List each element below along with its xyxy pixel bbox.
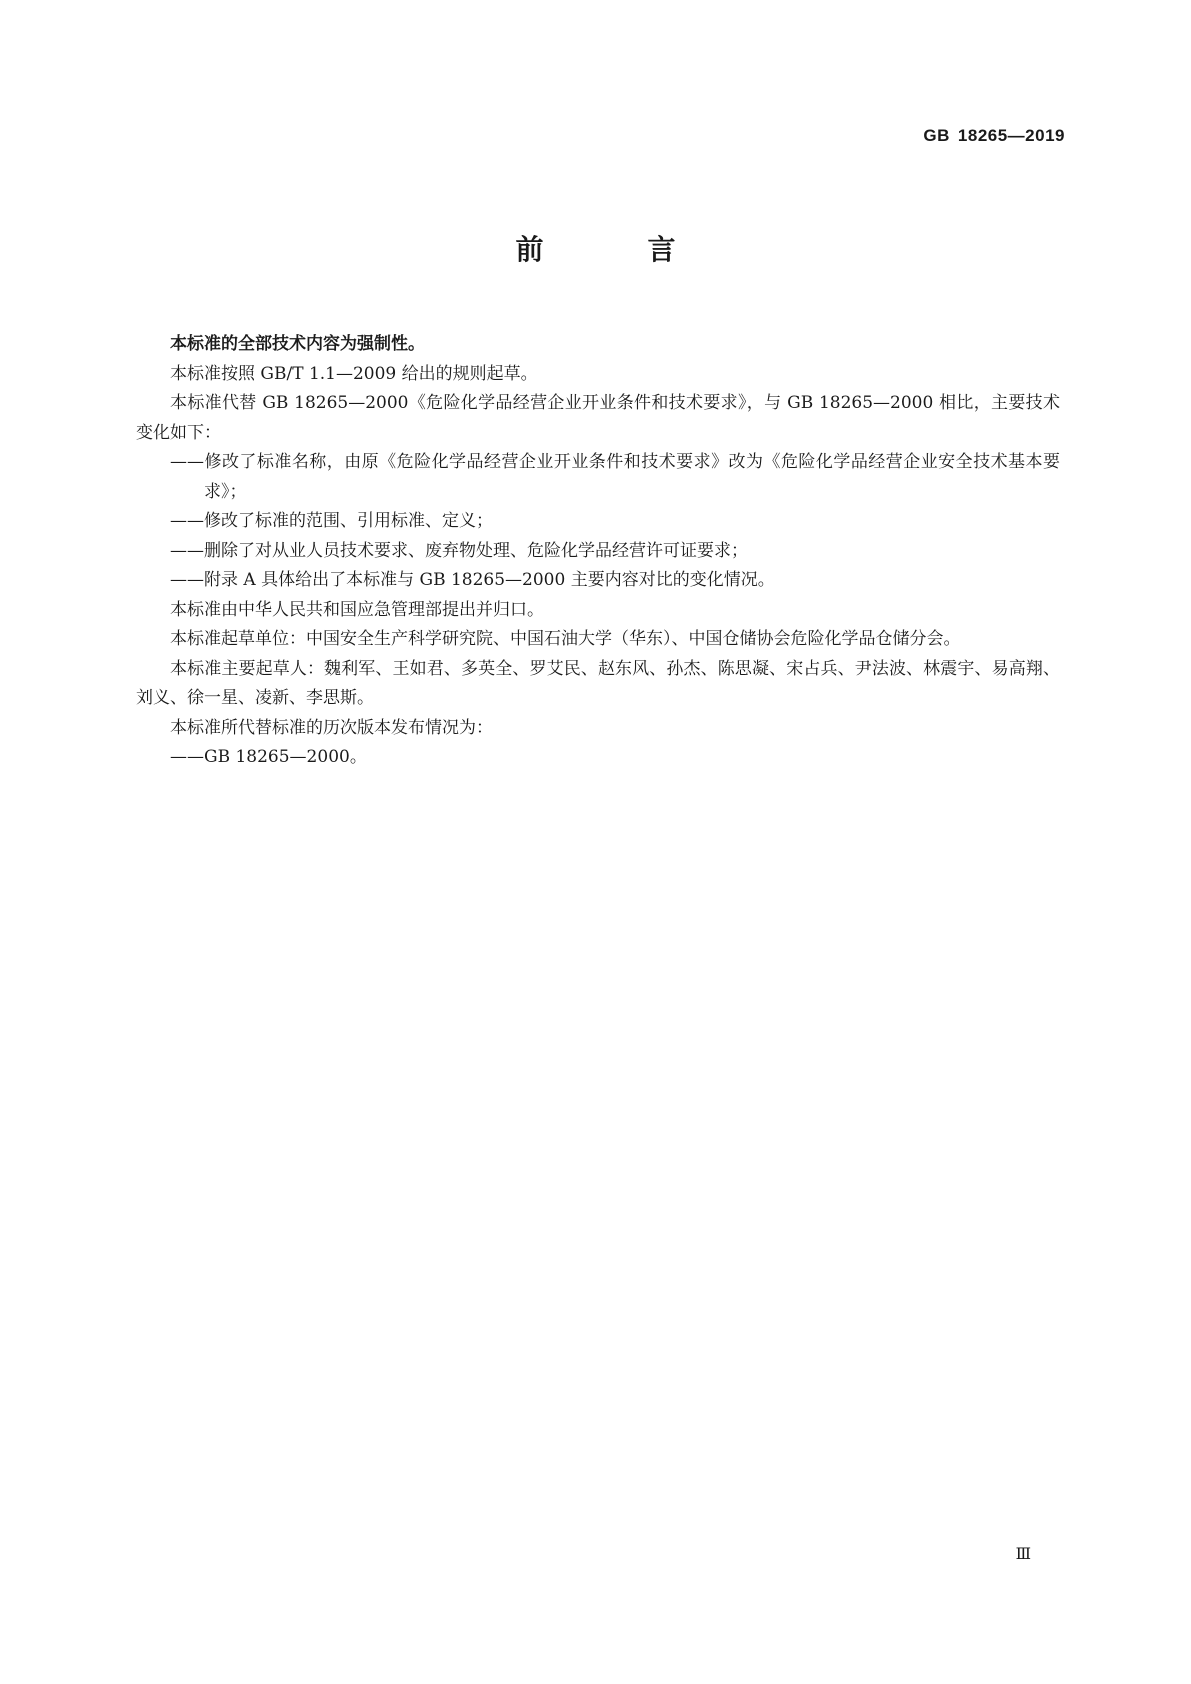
- foreword-body: [136, 330, 1060, 773]
- page-title: 前 言: [515, 233, 714, 266]
- mandatory-statement: 本标准的全部技术内容为强制性。: [170, 334, 425, 354]
- previous-editions-paragraph: 本标准所代替标准的历次版本发布情况为：: [170, 717, 493, 738]
- change-item: ——删除了对从业人员技术要求、废弃物处理、危险化学品经营许可证要求；: [170, 540, 748, 561]
- page-number: Ⅲ: [1015, 1544, 1031, 1563]
- previous-edition-item: ——GB 18265—2000。: [170, 747, 367, 767]
- drafters-paragraph: 本标准主要起草人：魏利军、王如君、多英全、罗艾民、赵东风、孙杰、陈思凝、宋占兵、尹法波、林震宇、易高翔、刘义、徐一星、凌新、李思斯。: [136, 658, 1060, 708]
- change-item: ——修改了标准的范围、引用标准、定义；: [170, 511, 493, 531]
- change-item: ——修改了标准名称，由原《危险化学品经营企业开业条件和技术要求》改为《危险化学品经营企业安全技术基本要求》；: [170, 452, 1060, 502]
- change-item: ——附录 A 具体给出了本标准与 GB 18265—2000 主要内容对比的变化情况。: [170, 570, 775, 590]
- standard-number: 18265—2019: [957, 126, 1065, 145]
- drafting-rules-paragraph: 本标准按照 GB/T 1.1—2009 给出的规则起草。: [170, 363, 538, 384]
- replacement-paragraph: 本标准代替 GB 18265—2000《危险化学品经营企业开业条件和技术要求》，与 GB 18265—2000 相比，主要技术变化如下：: [136, 393, 1060, 443]
- drafting-units-paragraph: 本标准起草单位：中国安全生产科学研究院、中国石油大学（华东）、中国仓储协会危险化学品仓储分会。: [170, 629, 961, 649]
- standard-number-header: [923, 126, 1065, 146]
- standard-code: GB: [923, 126, 950, 145]
- proposer-paragraph: 本标准由中华人民共和国应急管理部提出并归口。: [170, 599, 544, 620]
